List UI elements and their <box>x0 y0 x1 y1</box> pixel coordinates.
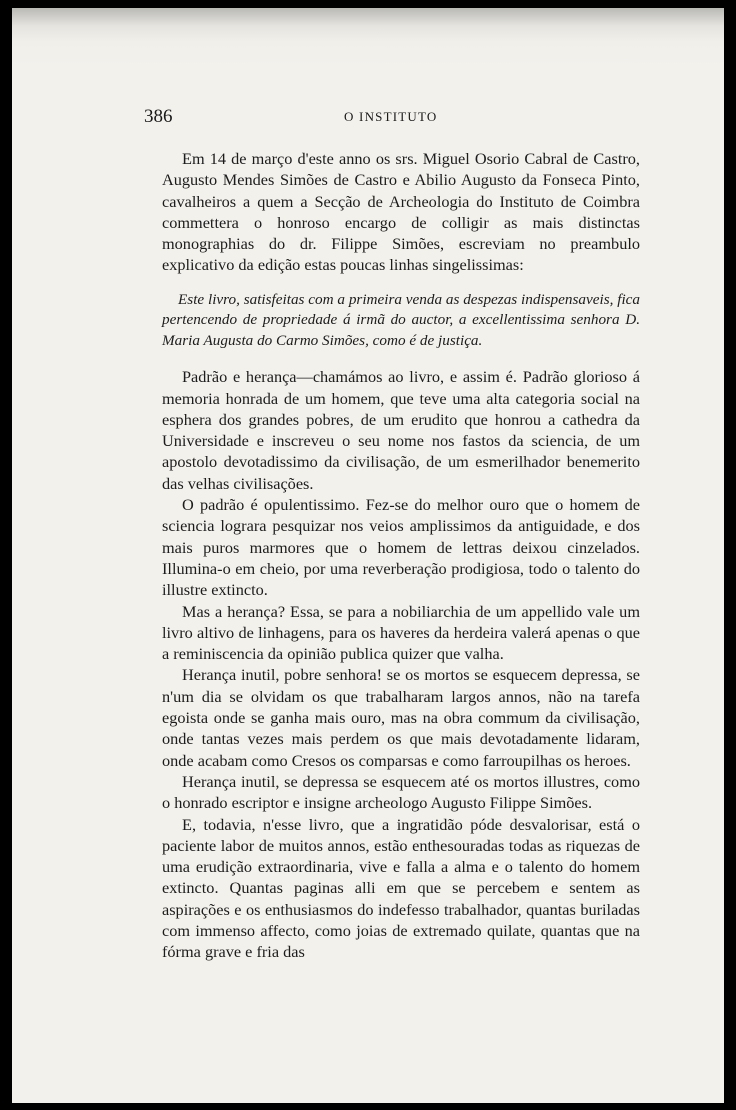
paragraph-padrao-opulento: O padrão é opulentissimo. Fez-se do melhor ouro que o homem de sciencia lograra pesquizar nos veios amplissimos da antiguidade, e dos mais puros marmores que o homem de lettras deixou cinzelados. Illumina-o em cheio, por uma reverberação prodigiosa, todo o talento do illustre extincto. <box>162 495 640 600</box>
paragraph-intro: Em 14 de março d'este anno os srs. Miguel Osorio Cabral de Castro, Augusto Mendes Simões de Castro e Abilio Augusto da Fonseca Pinto, cavalheiros a quem a Secção de Archeologia do Instituto de Coimbra commettera o honroso encargo de colligir as mais distinctas monographias do dr. Filippe Simões, escreviam no preambulo explicativo da edição estas poucas linhas singelissimas: <box>162 149 640 275</box>
page-header <box>144 106 644 128</box>
page-number: 386 <box>144 106 173 127</box>
paragraph-todavia: E, todavia, n'esse livro, que a ingratidão póde desvalorisar, está o paciente labor de muitos annos, estão enthesouradas todas as riquezas de uma erudição extraordinaria, vive e falla a alma e o talento do homem extincto. Quantas paginas alli em que se percebem e sentem as aspirações e os enthusiasmos do indefesso trabalhador, quantas buriladas com immenso affecto, como joias de extremado quilate, quantas que na fórma grave e fria das <box>162 814 640 962</box>
paragraph-padrao-heranca: Padrão e herança—chamámos ao livro, e assim é. Padrão glorioso á memoria honrada de um homem, que teve uma alta categoria social na esphera dos grandes pobres, de um erudito que honrou a cathedra da Universidade e inscreveu o seu nome nos fastos da sciencia, de um apostolo devotadissimo da civilisação, de um esmerilhador benemerito das velhas civilisações. <box>162 367 640 493</box>
paragraph-heranca-question: Mas a herança? Essa, se para a nobiliarchia de um appellido vale um livro altivo de linhagens, para os haveres da herdeira valerá apenas o que a reminiscencia da opinião publica quizer que valha. <box>162 601 640 664</box>
running-title: O INSTITUTO <box>344 109 438 124</box>
book-page <box>12 8 724 1103</box>
paragraph-heranca-inutil-2: Herança inutil, se depressa se esquecem até os mortos illustres, como o honrado escriptor e insigne archeologo Augusto Filippe Simões. <box>162 771 640 813</box>
paragraph-heranca-inutil-1: Herança inutil, pobre senhora! se os mortos se esquecem depressa, se n'um dia se olvidam os que trabalharam largos annos, não na tarefa egoista onde se ganha mais ouro, mas na obra commum da civilisação, onde tantas vezes mais perdem os que mais devotadamente lidaram, onde acabam como Cresos os comparsas e como farroupilhas os heroes. <box>162 665 640 770</box>
quoted-passage: Este livro, satisfeitas com a primeira venda as despezas indispensaveis, fica pertencendo de propriedade á irmã do auctor, a excellentissima senhora D. Maria Augusta do Carmo Simões, como é de justiça. <box>162 290 640 349</box>
body-text <box>162 148 640 963</box>
